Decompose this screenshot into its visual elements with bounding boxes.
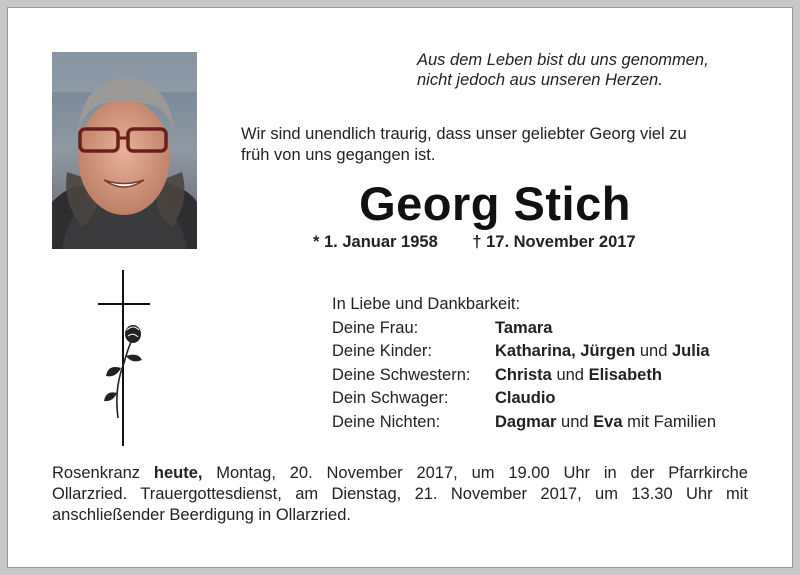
memorial-quote (417, 50, 757, 90)
family-relation: Deine Schwestern: (332, 365, 471, 384)
family-relation: Deine Nichten: (332, 412, 441, 431)
family-names (495, 387, 556, 411)
quote-line-1: Aus dem Leben bist du uns genommen, (417, 51, 709, 69)
family-row (332, 317, 716, 341)
family-names (495, 411, 716, 435)
family-row (332, 364, 716, 388)
family-member-name: Eva (593, 412, 623, 431)
family-heading: In Liebe und Dankbarkeit: (332, 295, 521, 313)
funeral-line-3: anschließender Beerdigung in Ollarzried. (52, 506, 351, 524)
intro-line-1: Wir sind unendlich traurig, dass unser geliebter Georg viel zu (241, 125, 687, 143)
family-relation: Deine Frau: (332, 318, 419, 337)
family-member-name: Katharina, Jürgen (495, 342, 636, 360)
family-relation: Dein Schwager: (332, 389, 449, 407)
family-list (332, 293, 716, 434)
birth-date: * 1. Januar 1958 (313, 233, 438, 251)
cross-with-rose-icon (96, 268, 156, 448)
family-names (495, 317, 552, 341)
intro-line-2: früh von uns gegangen ist. (241, 146, 436, 164)
family-connector: mit Familien (622, 412, 717, 431)
quote-line-2: nicht jedoch aus unseren Herzen. (417, 71, 663, 89)
family-row (332, 340, 716, 364)
funeral-line-1 (52, 463, 748, 484)
funeral-line-1-rest: Montag, 20. November 2017, um 19.00 Uhr in der Pfarrkirche (202, 464, 748, 482)
family-member-name: Christa (495, 365, 552, 384)
family-relation: Deine Kinder: (332, 342, 432, 360)
family-names (495, 364, 662, 388)
family-member-name: Dagmar (495, 412, 557, 431)
family-names (495, 340, 710, 364)
intro-text (241, 124, 761, 166)
life-dates (313, 233, 636, 252)
family-connector: und (556, 412, 594, 431)
family-row (332, 387, 716, 411)
portrait-photo (52, 52, 197, 249)
family-connector: und (551, 365, 589, 384)
family-member-name: Elisabeth (588, 365, 662, 384)
deceased-name: Georg Stich (359, 177, 631, 230)
family-row (332, 411, 716, 435)
family-member-name: Tamara (495, 318, 553, 337)
family-rows (332, 317, 716, 435)
family-connector: und (635, 342, 672, 360)
funeral-line-2: Ollarzried. Trauergottesdienst, am Dienstag, 21. November 2017, um 13.30 Uhr mit (52, 485, 748, 503)
family-member-name: Claudio (495, 389, 556, 407)
funeral-prefix: Rosenkranz (52, 464, 154, 482)
family-member-name: Julia (672, 342, 710, 360)
funeral-notice (52, 463, 748, 526)
death-date: † 17. November 2017 (472, 233, 636, 251)
funeral-highlight: heute, (153, 464, 203, 482)
